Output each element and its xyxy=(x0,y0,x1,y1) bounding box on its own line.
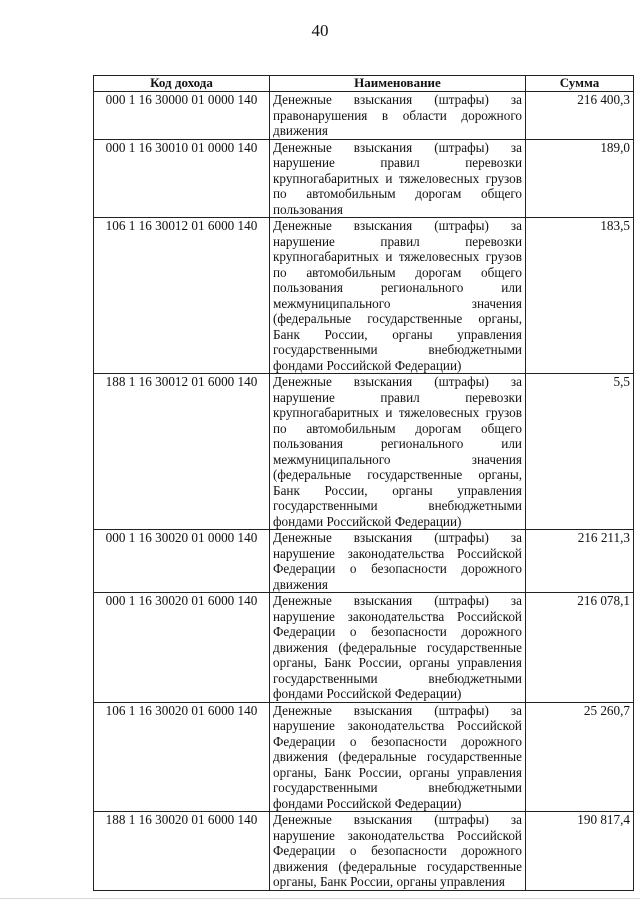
header-code: Код дохода xyxy=(94,76,270,92)
table-header-row xyxy=(94,76,634,92)
income-name: Денежные взыскания (штрафы) за нарушение законодательства Российской Федерации о безопасности дорожного движения (федеральные государственные органы, Банк России, органы управления государственными внебюджетными фондами Российской Федерации) xyxy=(270,593,526,703)
table-row xyxy=(94,593,634,703)
header-name: Наименование xyxy=(270,76,526,92)
income-code: 188 1 16 30012 01 6000 140 xyxy=(94,374,270,530)
income-sum: 5,5 xyxy=(526,374,634,530)
income-sum: 216 211,3 xyxy=(526,530,634,593)
income-sum: 25 260,7 xyxy=(526,702,634,812)
table-row xyxy=(94,92,634,140)
income-name: Денежные взыскания (штрафы) за нарушение законодательства Российской Федерации о безопасности дорожного движения (федеральные государственные органы, Банк России, органы управления государственными внебюджетными фондами Российской Федерации) xyxy=(270,702,526,812)
income-sum: 216 078,1 xyxy=(526,593,634,703)
table-row xyxy=(94,374,634,530)
page-number: 40 xyxy=(311,21,329,40)
table-row xyxy=(94,812,634,891)
table-row xyxy=(94,139,634,218)
income-code: 000 1 16 30020 01 0000 140 xyxy=(94,530,270,593)
scan-edge-line xyxy=(0,898,640,899)
income-code: 188 1 16 30020 01 6000 140 xyxy=(94,812,270,891)
income-code: 106 1 16 30020 01 6000 140 xyxy=(94,702,270,812)
income-code: 106 1 16 30012 01 6000 140 xyxy=(94,218,270,374)
income-name: Денежные взыскания (штрафы) за правонарушения в области дорожного движения xyxy=(270,92,526,140)
income-sum: 189,0 xyxy=(526,139,634,218)
income-code: 000 1 16 30010 01 0000 140 xyxy=(94,139,270,218)
income-sum: 216 400,3 xyxy=(526,92,634,140)
income-code: 000 1 16 30000 01 0000 140 xyxy=(94,92,270,140)
income-name: Денежные взыскания (штрафы) за нарушение правил перевозки крупногабаритных и тяжеловесных грузов по автомобильным дорогам общего пользования регионального или межмуниципального значения (федеральные государственные органы, Банк России, органы управления государственными внебюджетными фондами Российской Федерации) xyxy=(270,218,526,374)
header-sum: Сумма xyxy=(526,76,634,92)
income-sum: 190 817,4 xyxy=(526,812,634,891)
table-row xyxy=(94,702,634,812)
income-sum: 183,5 xyxy=(526,218,634,374)
income-name: Денежные взыскания (штрафы) за нарушение законодательства Российской Федерации о безопасности дорожного движения xyxy=(270,530,526,593)
income-name: Денежные взыскания (штрафы) за нарушение правил перевозки крупногабаритных и тяжеловесных грузов по автомобильным дорогам общего пользования xyxy=(270,139,526,218)
income-name: Денежные взыскания (штрафы) за нарушение законодательства Российской Федерации о безопасности дорожного движения (федеральные государственные органы, Банк России, органы управления xyxy=(270,812,526,891)
income-code: 000 1 16 30020 01 6000 140 xyxy=(94,593,270,703)
table-row xyxy=(94,530,634,593)
table-row xyxy=(94,218,634,374)
revenue-table xyxy=(93,75,634,891)
income-name: Денежные взыскания (штрафы) за нарушение правил перевозки крупногабаритных и тяжеловесных грузов по автомобильным дорогам общего пользования регионального или межмуниципального значения (федеральные государственные органы, Банк России, органы управления государственными внебюджетными фондами Российской Федерации) xyxy=(270,374,526,530)
